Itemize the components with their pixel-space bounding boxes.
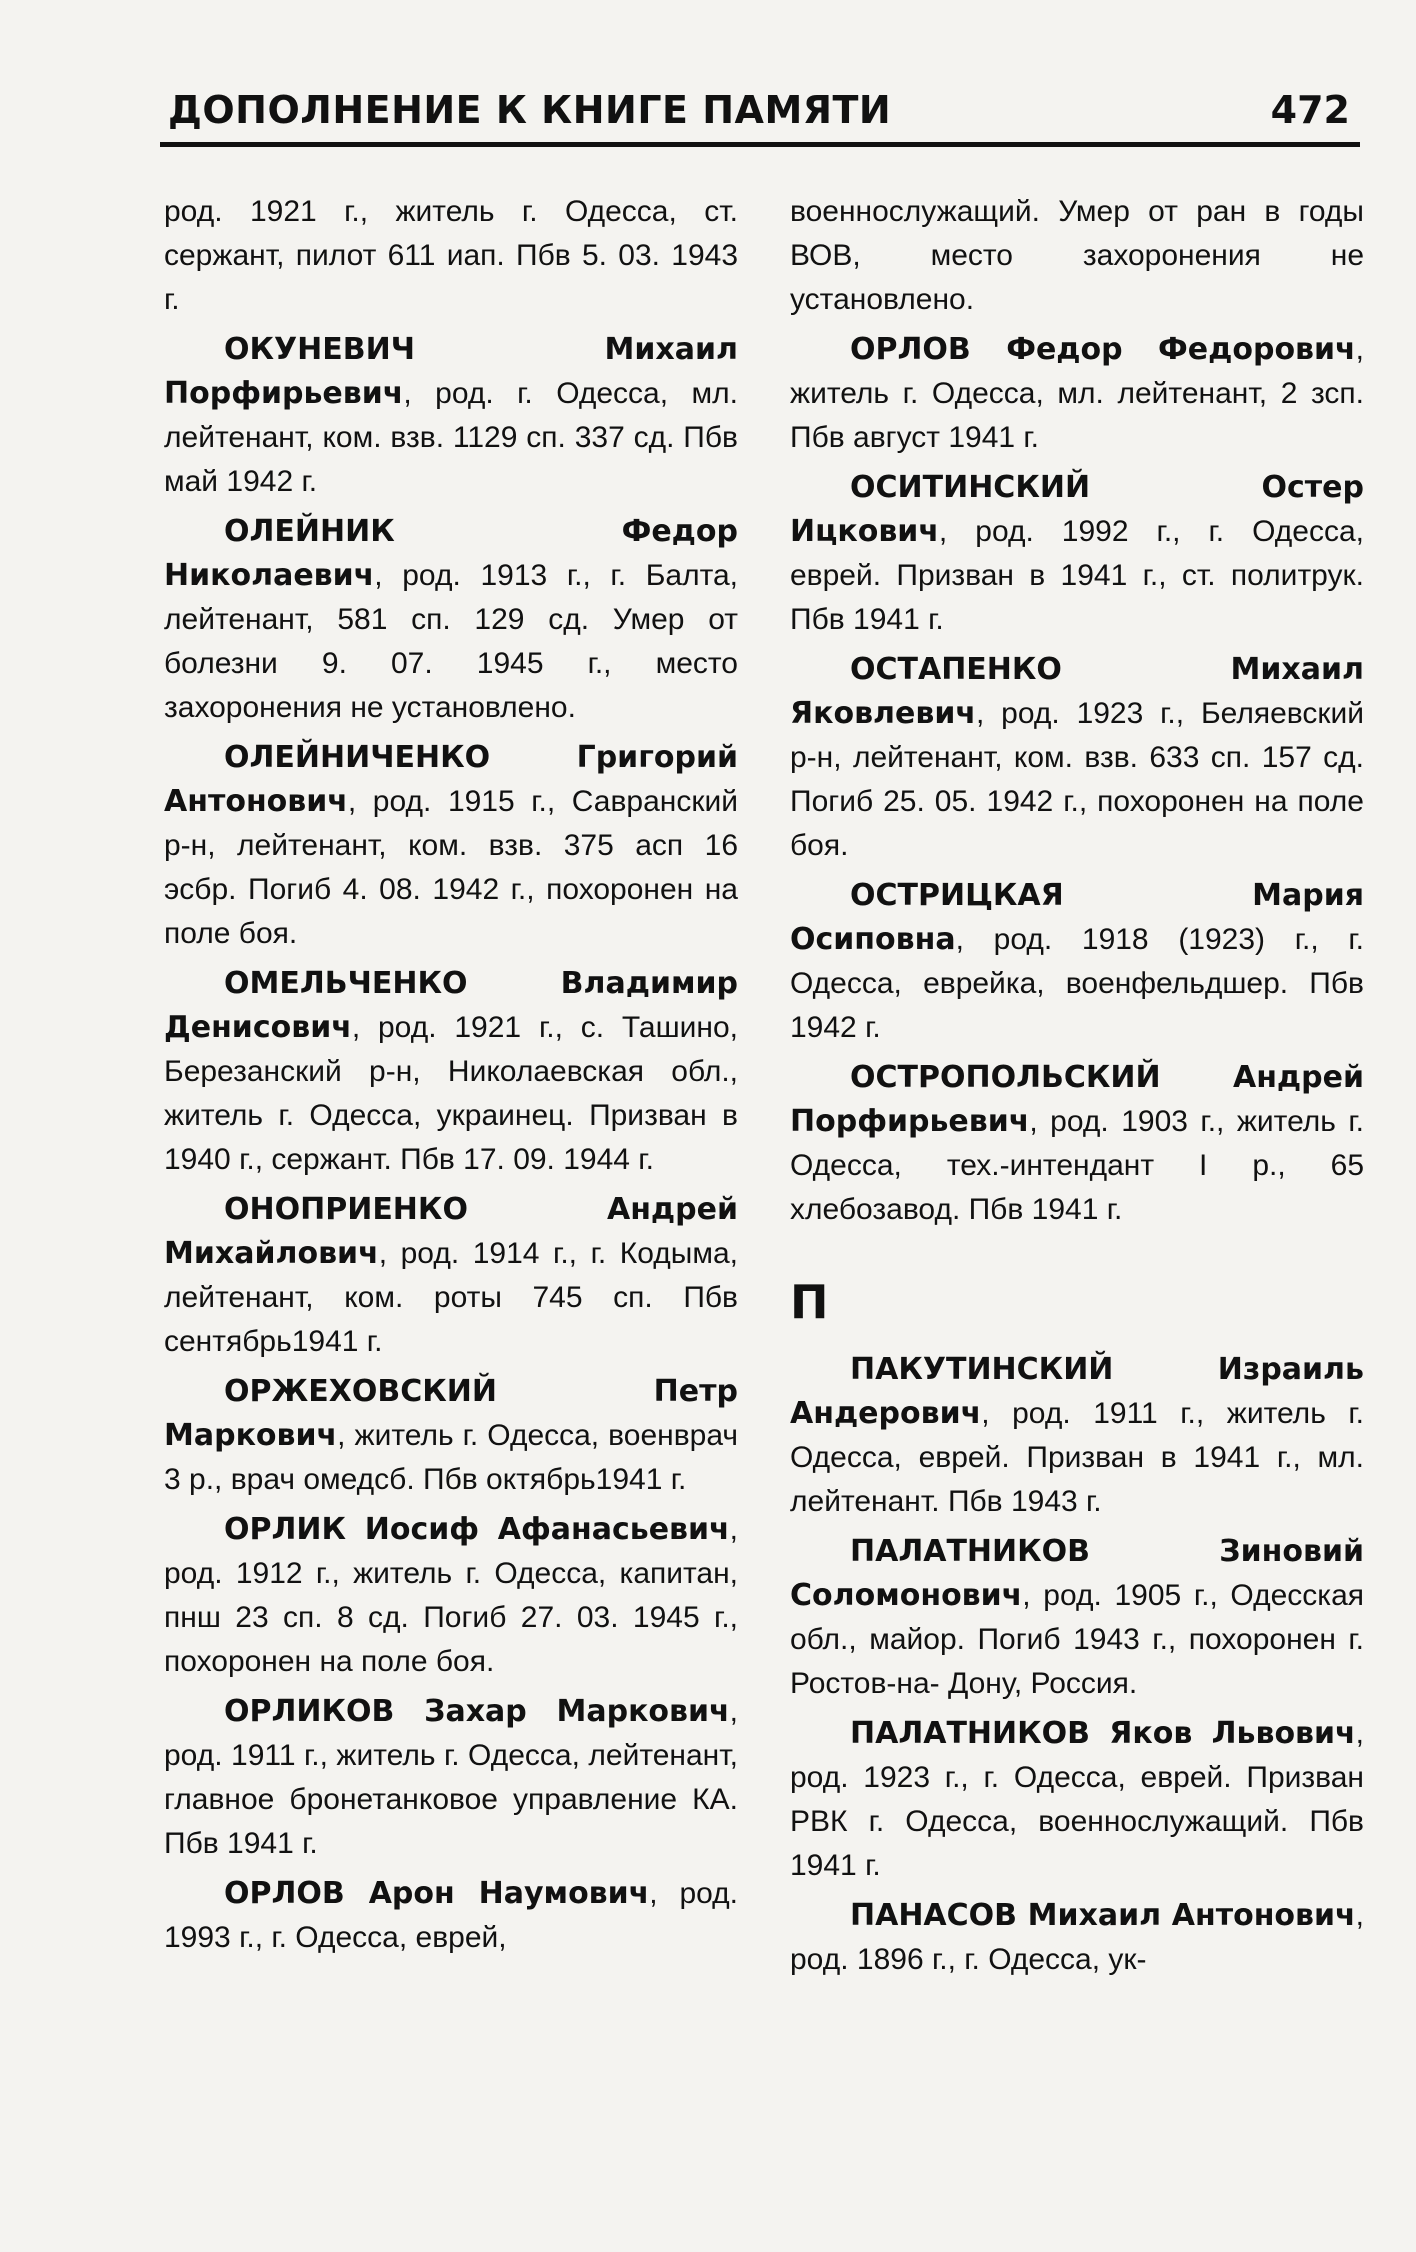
memorial-entry: ПАЛАТНИКОВ Яков Львович, род. 1923 г., г. Одесса, еврей. Призван РВК г. Одесса, военнослужащий. Пбв 1941 г. [790, 1716, 1364, 1882]
memorial-entry: ПАЛАТНИКОВ Зиновий Соломонович, род. 1905 г., Одесская обл., майор. Погиб 1943 г., похоронен г. Ростов-на- Дону, Россия. [790, 1534, 1364, 1700]
section-letter: П [790, 1275, 829, 1329]
person-name: ПАЛАТНИКОВ Зиновий Соломонович [790, 1534, 1364, 1613]
left-column [164, 190, 738, 1966]
memorial-entry: ОКУНЕВИЧ Михаил Порфирьевич, род. г. Одесса, мл. лейтенант, ком. взв. 1129 сп. 337 сд. Пбв май 1942 г. [164, 332, 738, 498]
memorial-entry: ОСТРИЦКАЯ Мария Осиповна, род. 1918 (1923) г., г. Одесса, еврейка, военфельдшер. Пбв 1942 г. [790, 878, 1364, 1044]
person-name: ОМЕЛЬЧЕНКО Владимир Денисович [164, 966, 738, 1045]
person-name: ОРЛОВ Федор Федорович [850, 332, 1356, 367]
memorial-entry: ОРЛИК Иосиф Афанасьевич, род. 1912 г., житель г. Одесса, капитан, пнш 23 сп. 8 сд. Погиб 27. 03. 1945 г., похоронен на поле боя. [164, 1512, 738, 1678]
person-name: ОНОПРИЕНКО Андрей Михайлович [164, 1192, 738, 1271]
person-name: ПАКУТИНСКИЙ Израиль Андерович [790, 1352, 1364, 1431]
memorial-entry: ОЛЕЙНИЧЕНКО Григорий Антонович, род. 1915 г., Савранский р-н, лейтенант, ком. взв. 375 асп 16 эсбр. Погиб 4. 08. 1942 г., похоронен на поле боя. [164, 740, 738, 950]
memorial-entry: ПАКУТИНСКИЙ Израиль Андерович, род. 1911 г., житель г. Одесса, еврей. Призван в 1941 г., мл. лейтенант. Пбв 1943 г. [790, 1352, 1364, 1518]
memorial-entry: ОМЕЛЬЧЕНКО Владимир Денисович, род. 1921 г., с. Ташино, Березанский р-н, Николаевская обл., житель г. Одесса, украинец. Призван в 1940 г., сержант. Пбв 17. 09. 1944 г. [164, 966, 738, 1176]
person-name: ПАЛАТНИКОВ Яков Львович [850, 1716, 1356, 1751]
memorial-entry: род. 1921 г., житель г. Одесса, ст. сержант, пилот 611 иап. Пбв 5. 03. 1943 г. [164, 195, 738, 316]
person-name: ПАНАСОВ Михаил Антонович [850, 1898, 1356, 1933]
right-column [790, 190, 1364, 1988]
memorial-entry: ОРЛОВ Федор Федорович, житель г. Одесса, мл. лейтенант, 2 зсп. Пбв август 1941 г. [790, 332, 1364, 454]
person-name: ОСИТИНСКИЙ Остер Ицкович [790, 470, 1364, 549]
memorial-entry: ПАНАСОВ Михаил Антонович, род. 1896 г., г. Одесса, ук- [790, 1898, 1364, 1976]
person-name: ОКУНЕВИЧ Михаил Порфирьевич [164, 332, 738, 411]
memorial-entry: ОСИТИНСКИЙ Остер Ицкович, род. 1992 г., г. Одесса, еврей. Призван в 1941 г., ст. политрук. Пбв 1941 г. [790, 470, 1364, 636]
person-name: ОРЛИК Иосиф Афанасьевич [224, 1512, 730, 1547]
memorial-entry: ОСТАПЕНКО Михаил Яковлевич, род. 1923 г., Беляевский р-н, лейтенант, ком. взв. 633 сп. 157 сд. Погиб 25. 05. 1942 г., похоронен на поле боя. [790, 652, 1364, 862]
person-name: ОЛЕЙНИК Федор Николаевич [164, 514, 738, 593]
person-name: ОРЛИКОВ Захар Маркович [224, 1694, 730, 1729]
page-header [160, 82, 1360, 147]
memorial-entry: ОНОПРИЕНКО Андрей Михайлович, род. 1914 г., г. Кодыма, лейтенант, ком. роты 745 сп. Пбв сентябрь1941 г. [164, 1192, 738, 1358]
person-name: ОСТРИЦКАЯ Мария Осиповна [790, 878, 1364, 957]
page-number: 472 [1270, 88, 1350, 132]
person-name: ОРЖЕХОВСКИЙ Петр Маркович [164, 1374, 738, 1453]
memorial-entry: ОСТРОПОЛЬСКИЙ Андрей Порфирьевич, род. 1903 г., житель г. Одесса, тех.-интендант I р., 65 хлебозавод. Пбв 1941 г. [790, 1060, 1364, 1226]
person-name: ОСТРОПОЛЬСКИЙ Андрей Порфирьевич [790, 1060, 1364, 1139]
person-name: ОСТАПЕНКО Михаил Яковлевич [790, 652, 1364, 731]
memorial-entry: ОРЛИКОВ Захар Маркович, род. 1911 г., житель г. Одесса, лейтенант, главное бронетанковое управление КА. Пбв 1941 г. [164, 1694, 738, 1860]
memorial-entry: ОРЛОВ Арон Наумович, род. 1993 г., г. Одесса, еврей, [164, 1876, 738, 1954]
person-name: ОЛЕЙНИЧЕНКО Григорий Антонович [164, 740, 738, 819]
running-title: ДОПОЛНЕНИЕ К КНИГЕ ПАМЯТИ [168, 88, 892, 132]
memorial-entry: ОЛЕЙНИК Федор Николаевич, род. 1913 г., г. Балта, лейтенант, 581 сп. 129 сд. Умер от болезни 9. 07. 1945 г., место захоронения не установлено. [164, 514, 738, 724]
memorial-entry: ОРЖЕХОВСКИЙ Петр Маркович, житель г. Одесса, военврач 3 р., врач омедсб. Пбв октябрь1941 г. [164, 1374, 738, 1496]
person-name: ОРЛОВ Арон Наумович [224, 1876, 650, 1911]
memorial-entry: военнослужащий. Умер от ран в годы ВОВ, место захоронения не установлено. [790, 195, 1364, 316]
